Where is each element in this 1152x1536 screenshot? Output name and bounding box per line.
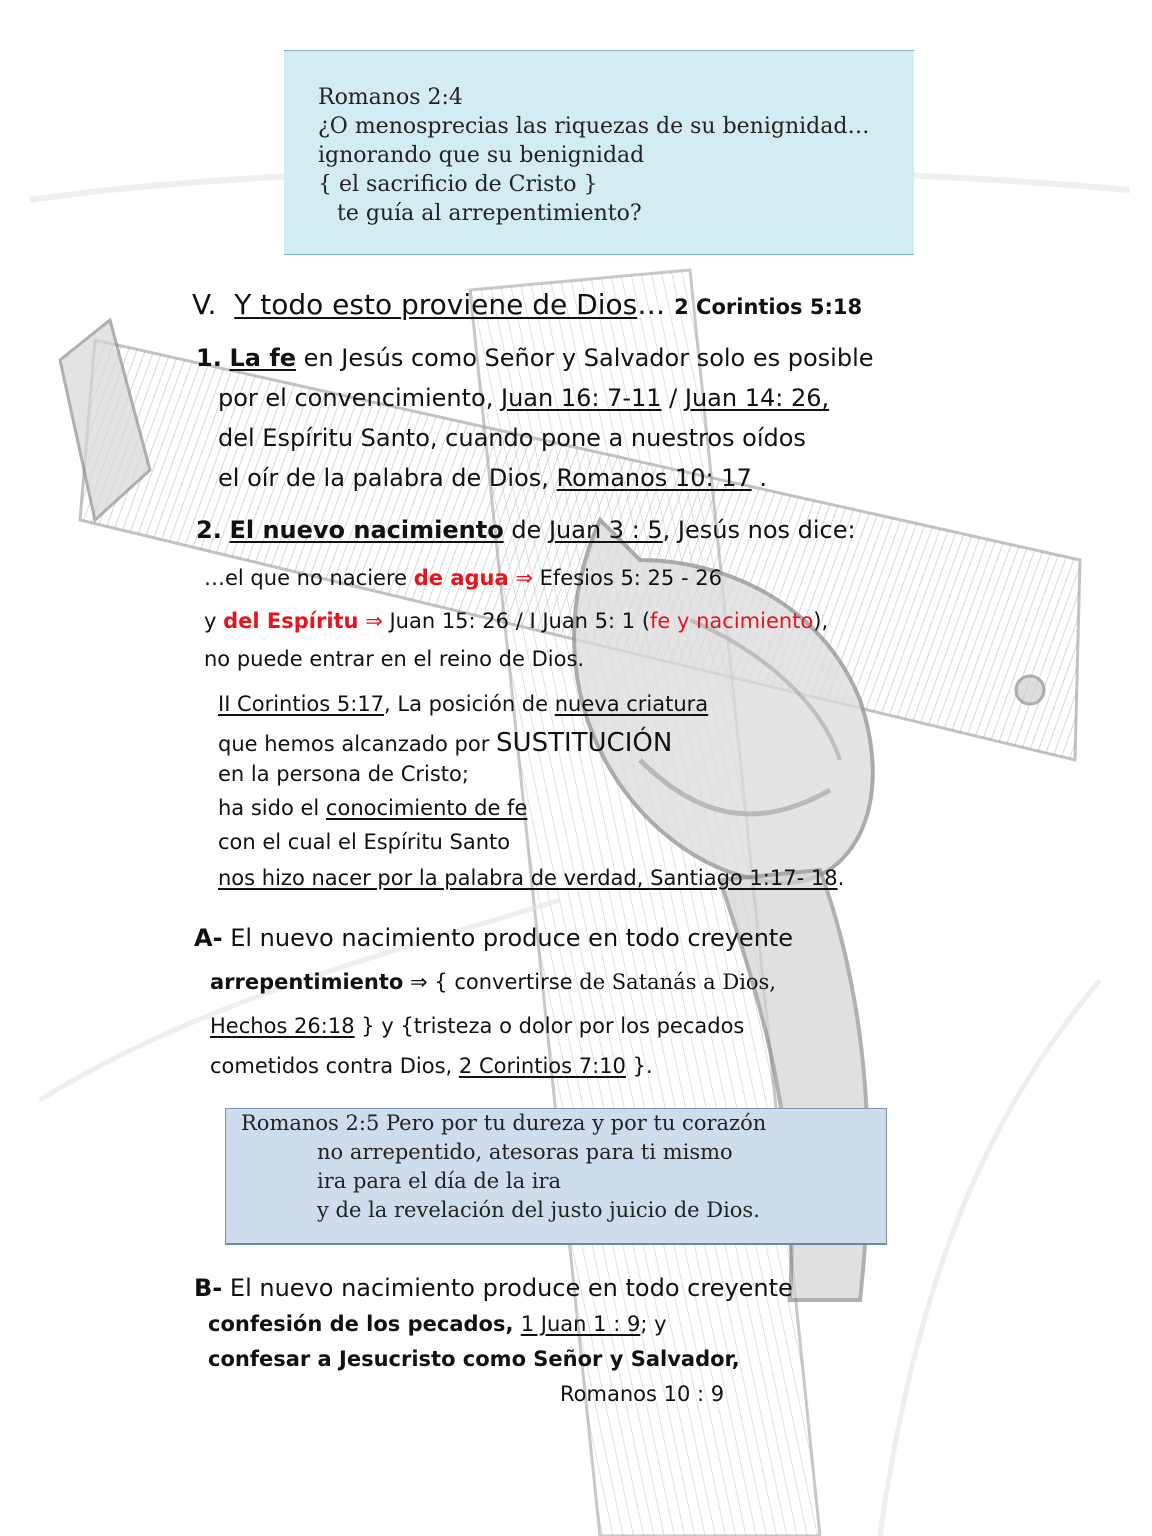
p3-line5 <box>218 830 510 854</box>
pA-line4 <box>210 1054 653 1078</box>
p2-line2 <box>204 566 722 590</box>
p2-text: de <box>503 516 549 544</box>
pB-reference: 1 Juan 1 : 9 <box>520 1312 641 1336</box>
verse-line: ignorando que su benignidad <box>318 143 645 168</box>
heading-ellipsis: … <box>637 288 666 321</box>
p2-highlight: del Espíritu <box>223 609 359 633</box>
p1-line3 <box>218 424 806 452</box>
p3-text: en la persona de Cristo; <box>218 762 469 786</box>
verse-box-romanos-2-5 <box>225 1108 887 1245</box>
p2-highlight: de agua <box>413 566 509 590</box>
p2-text: ), <box>813 609 829 633</box>
heading-title: Y todo esto proviene de Dios <box>234 288 638 321</box>
pB-text: El nuevo nacimiento produce en todo creyente <box>229 1274 793 1302</box>
p3-emphasis: SUSTITUCIÓN <box>496 728 673 758</box>
pA-line1 <box>194 924 793 952</box>
p1-line1 <box>196 344 874 372</box>
verse-line: Romanos 2:5 Pero por tu dureza y por tu corazón <box>241 1111 767 1135</box>
pA-reference: 2 Corintios 7:10 <box>458 1054 626 1078</box>
p3-keyword: conocimiento de fe <box>325 796 528 820</box>
p1-reference: Juan 16: 7-11 <box>500 384 662 412</box>
pA-text: }. <box>625 1054 653 1078</box>
p2-text: y <box>204 609 224 633</box>
p3-line4 <box>218 796 527 820</box>
arrow-icon: ⇒ <box>403 970 435 994</box>
p2-line1 <box>196 516 856 544</box>
pA-line3 <box>210 1014 744 1038</box>
verse-box-romanos-2-4 <box>284 50 914 255</box>
pA-letter: A- <box>194 924 223 952</box>
p2-reference: Juan 3 : 5 <box>548 516 663 544</box>
verse-line: ira para el día de la ira <box>317 1169 562 1193</box>
p2-text: Juan 15: 26 / I Juan 5: 1 ( <box>389 609 651 633</box>
p2-text: …el que no naciere <box>204 566 414 590</box>
pA-text: El nuevo nacimiento produce en todo creyente <box>230 924 794 952</box>
pB-line1 <box>194 1274 793 1302</box>
p2-line4 <box>204 647 584 671</box>
verse-line: te guía al arrepentimiento? <box>337 201 642 226</box>
verse-line: ¿O menosprecias las riquezas de su benignidad… <box>318 114 870 139</box>
p2-text: , Jesús nos dice: <box>662 516 856 544</box>
verse-line: Romanos 2:4 <box>318 85 463 110</box>
p1-separator: / <box>661 384 685 412</box>
pA-text: { convertirse <box>434 970 580 994</box>
pA-keyword: arrepentimiento <box>210 970 404 994</box>
p3-reference: II Corintios 5:17 <box>218 692 385 716</box>
p1-number: 1. <box>196 344 222 372</box>
arrow-icon: ⇒ <box>358 609 390 633</box>
pB-line2 <box>208 1312 667 1336</box>
pB-reference: Romanos 10 : 9 <box>560 1382 725 1406</box>
heading-number: V. <box>192 288 217 321</box>
p3-line1 <box>218 692 708 716</box>
pB-line4 <box>560 1382 724 1406</box>
p2-text: Efesios 5: 25 - 26 <box>539 566 722 590</box>
pA-text: de Satanás a Dios, <box>579 970 777 994</box>
p2-keyword: El nuevo nacimiento <box>229 516 504 544</box>
p3-reference: Santiago 1:17- 18 <box>650 866 838 890</box>
p3-text: ha sido el <box>218 796 326 820</box>
p1-text: por el convencimiento, <box>218 384 501 412</box>
p1-text: en Jesús como Señor y Salvador solo es posible <box>296 344 874 372</box>
p1-reference: Romanos 10: 17 <box>556 464 752 492</box>
p2-line3 <box>204 609 828 633</box>
pB-text: ; y <box>640 1312 667 1336</box>
p1-text: . <box>751 464 767 492</box>
p3-keyword: nueva criatura <box>554 692 709 716</box>
verse-line: no arrepentido, atesoras para ti mismo <box>317 1140 733 1164</box>
p1-text: del Espíritu Santo, cuando pone a nuestros oídos <box>218 424 806 452</box>
heading-reference: 2 Corintios 5:18 <box>674 295 863 319</box>
pB-line3 <box>208 1347 740 1371</box>
p1-keyword: La fe <box>229 344 297 372</box>
p2-number: 2. <box>196 516 222 544</box>
p1-line4 <box>218 464 767 492</box>
p3-line3 <box>218 762 469 786</box>
pB-keyword: confesar a Jesucristo como Señor y Salvador, <box>208 1347 740 1371</box>
pA-reference: Hechos 26:18 <box>210 1014 355 1038</box>
verse-line: { el sacrificio de Cristo } <box>318 172 598 197</box>
p3-line2 <box>218 728 672 758</box>
arrow-icon: ⇒ <box>508 566 540 590</box>
pB-letter: B- <box>194 1274 223 1302</box>
pA-text: } y {tristeza o dolor por los pecados <box>354 1014 745 1038</box>
p2-highlight: fe y nacimiento <box>650 609 814 633</box>
pB-keyword: confesión de los pecados, <box>208 1312 521 1336</box>
p3-text: , La posición de <box>384 692 555 716</box>
p3-text: nos hizo nacer por la palabra de verdad, <box>218 866 651 890</box>
pA-line2 <box>210 970 776 994</box>
p3-text: . <box>837 866 845 890</box>
verse-line: y de la revelación del justo juicio de Dios. <box>317 1198 760 1222</box>
pA-text: cometidos contra Dios, <box>210 1054 459 1078</box>
p3-line6 <box>218 866 844 890</box>
p1-text: el oír de la palabra de Dios, <box>218 464 557 492</box>
p3-text: que hemos alcanzado por <box>218 732 497 756</box>
section-heading <box>192 288 862 321</box>
p3-text: con el cual el Espíritu Santo <box>218 830 511 854</box>
p1-reference: Juan 14: 26, <box>684 384 830 412</box>
p2-text: no puede entrar en el reino de Dios. <box>204 647 585 671</box>
p1-line2 <box>218 384 829 412</box>
